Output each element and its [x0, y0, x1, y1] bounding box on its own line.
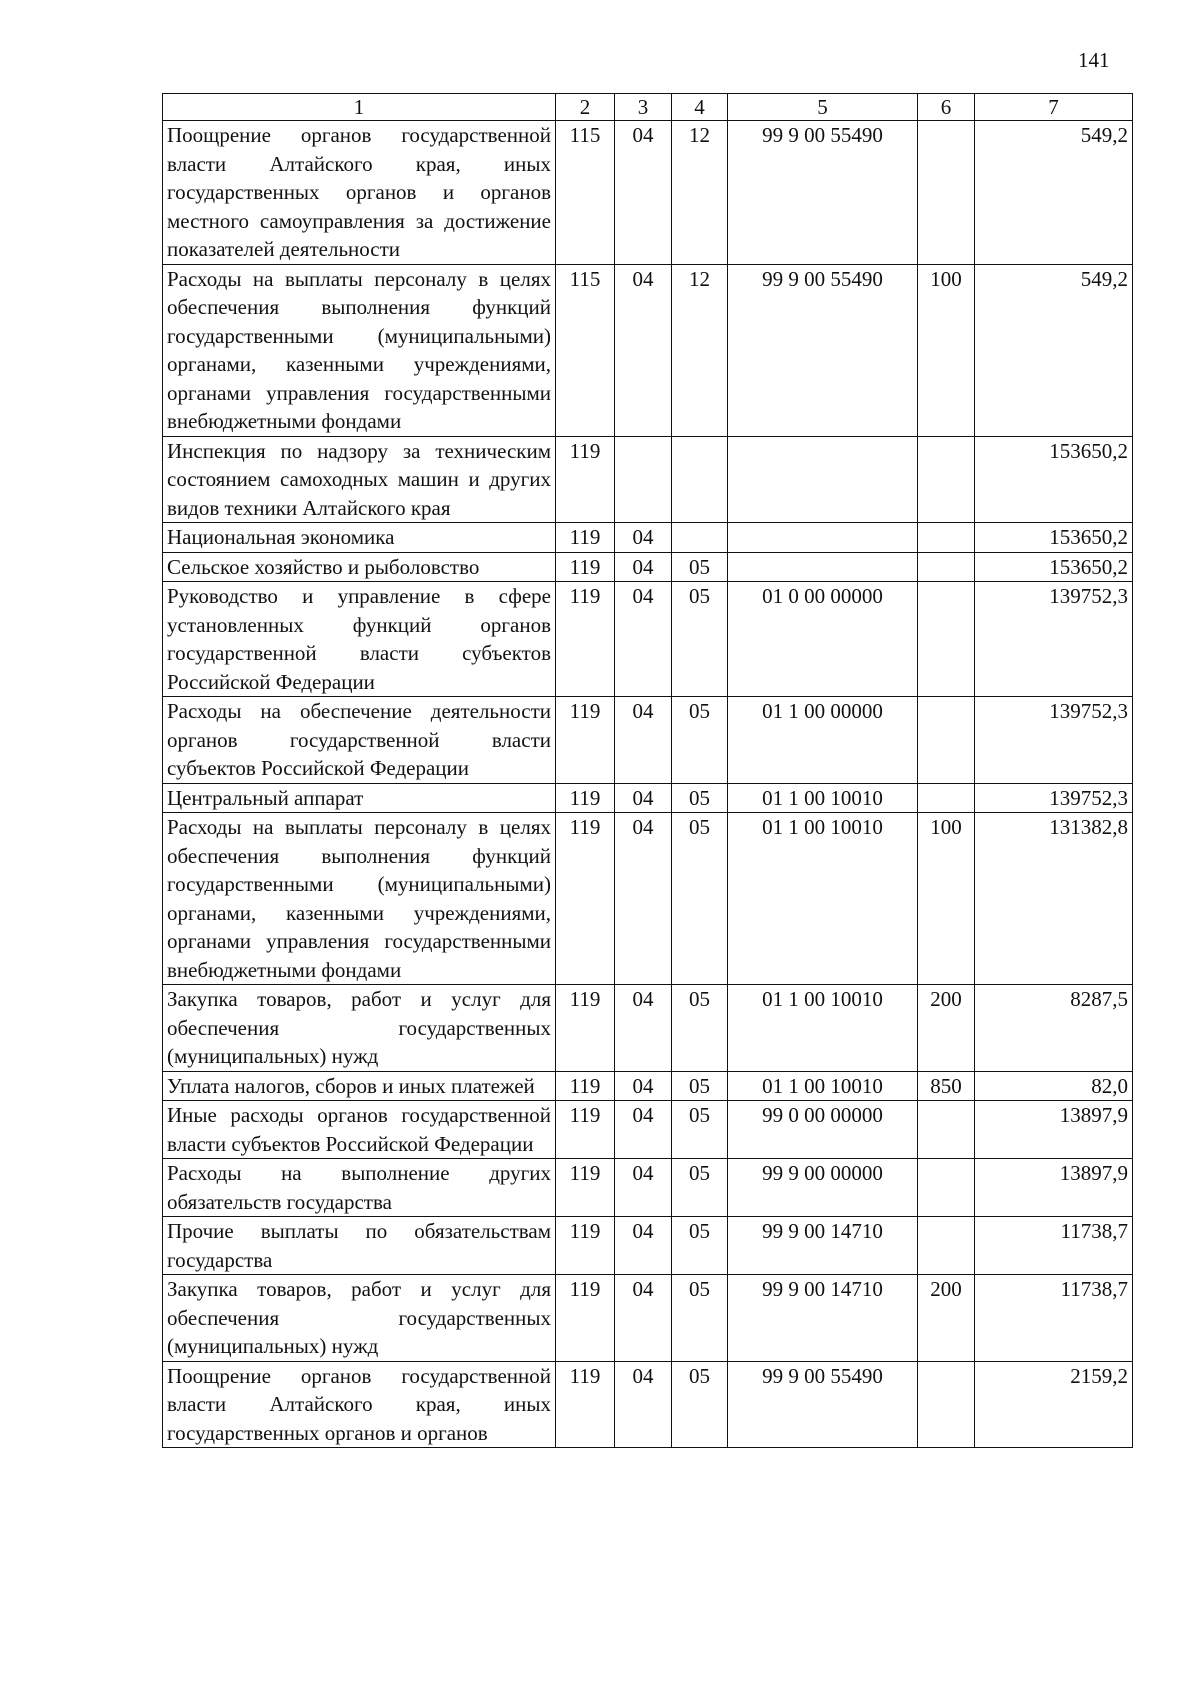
cell-name: Инспекция по надзору за техническим состоянием самоходных машин и других видов техники Алтайского края	[163, 436, 556, 523]
cell-subsection: 05	[672, 1361, 728, 1448]
cell-admin-code: 119	[556, 1101, 615, 1159]
cell-amount: 82,0	[975, 1071, 1133, 1101]
cell-target-article	[728, 552, 918, 582]
page-number: 141	[1078, 48, 1110, 72]
cell-target-article: 99 0 00 00000	[728, 1101, 918, 1159]
cell-subsection: 05	[672, 1159, 728, 1217]
cell-target-article: 01 1 00 10010	[728, 783, 918, 813]
cell-name: Расходы на обеспечение деятельности органов государственной власти субъектов Российской Федерации	[163, 697, 556, 784]
cell-target-article: 99 9 00 00000	[728, 1159, 918, 1217]
cell-expense-type	[918, 783, 975, 813]
cell-amount: 153650,2	[975, 436, 1133, 523]
cell-subsection: 05	[672, 1071, 728, 1101]
cell-section: 04	[615, 523, 672, 553]
cell-admin-code: 119	[556, 985, 615, 1072]
cell-admin-code: 119	[556, 783, 615, 813]
cell-subsection: 05	[672, 697, 728, 784]
cell-admin-code: 115	[556, 264, 615, 436]
table-row	[163, 1071, 1133, 1101]
table-row	[163, 1275, 1133, 1362]
cell-section	[615, 436, 672, 523]
cell-section: 04	[615, 1361, 672, 1448]
cell-target-article: 99 9 00 55490	[728, 1361, 918, 1448]
header-cell: 4	[672, 94, 728, 121]
cell-expense-type: 200	[918, 1275, 975, 1362]
header-cell: 6	[918, 94, 975, 121]
cell-target-article: 99 9 00 55490	[728, 121, 918, 265]
cell-name: Прочие выплаты по обязательствам государства	[163, 1217, 556, 1275]
cell-amount: 549,2	[975, 264, 1133, 436]
cell-section: 04	[615, 1217, 672, 1275]
cell-admin-code: 119	[556, 1217, 615, 1275]
cell-target-article	[728, 436, 918, 523]
cell-amount: 549,2	[975, 121, 1133, 265]
table-row	[163, 813, 1133, 985]
cell-section: 04	[615, 582, 672, 697]
table-row	[163, 552, 1133, 582]
cell-amount: 139752,3	[975, 783, 1133, 813]
cell-name: Поощрение органов государственной власти Алтайского края, иных государственных органов и органов	[163, 1361, 556, 1448]
cell-target-article: 01 0 00 00000	[728, 582, 918, 697]
cell-subsection: 12	[672, 264, 728, 436]
cell-section: 04	[615, 1071, 672, 1101]
cell-section: 04	[615, 783, 672, 813]
cell-target-article	[728, 523, 918, 553]
cell-admin-code: 119	[556, 813, 615, 985]
header-cell: 2	[556, 94, 615, 121]
cell-admin-code: 119	[556, 1159, 615, 1217]
cell-amount: 2159,2	[975, 1361, 1133, 1448]
cell-amount: 11738,7	[975, 1275, 1133, 1362]
cell-name: Руководство и управление в сфере установленных функций органов государственной власти субъектов Российской Федерации	[163, 582, 556, 697]
header-cell: 3	[615, 94, 672, 121]
cell-name: Поощрение органов государственной власти Алтайского края, иных государственных органов и органов местного самоуправления за достижение показателей деятельности	[163, 121, 556, 265]
cell-admin-code: 119	[556, 436, 615, 523]
cell-name: Иные расходы органов государственной власти субъектов Российской Федерации	[163, 1101, 556, 1159]
budget-table	[162, 93, 1133, 1448]
cell-expense-type: 100	[918, 264, 975, 436]
cell-name: Закупка товаров, работ и услуг для обеспечения государственных (муниципальных) нужд	[163, 985, 556, 1072]
table-header-row	[163, 94, 1133, 121]
cell-admin-code: 119	[556, 523, 615, 553]
cell-target-article: 01 1 00 10010	[728, 1071, 918, 1101]
cell-amount: 139752,3	[975, 582, 1133, 697]
cell-name: Центральный аппарат	[163, 783, 556, 813]
cell-amount: 11738,7	[975, 1217, 1133, 1275]
cell-target-article: 01 1 00 00000	[728, 697, 918, 784]
cell-subsection: 05	[672, 582, 728, 697]
cell-expense-type	[918, 1361, 975, 1448]
cell-name: Уплата налогов, сборов и иных платежей	[163, 1071, 556, 1101]
table-row	[163, 1101, 1133, 1159]
cell-target-article: 01 1 00 10010	[728, 813, 918, 985]
cell-section: 04	[615, 1275, 672, 1362]
table-row	[163, 985, 1133, 1072]
cell-target-article: 99 9 00 14710	[728, 1275, 918, 1362]
cell-expense-type	[918, 121, 975, 265]
cell-expense-type: 850	[918, 1071, 975, 1101]
cell-expense-type: 200	[918, 985, 975, 1072]
cell-admin-code: 119	[556, 582, 615, 697]
cell-target-article: 99 9 00 14710	[728, 1217, 918, 1275]
cell-admin-code: 115	[556, 121, 615, 265]
cell-section: 04	[615, 1101, 672, 1159]
table-row	[163, 121, 1133, 265]
cell-name: Расходы на выплаты персоналу в целях обеспечения выполнения функций государственными (муниципальными) органами, казенными учреждениями, органами управления государственными внебюджетными фондами	[163, 813, 556, 985]
header-cell: 7	[975, 94, 1133, 121]
cell-amount: 131382,8	[975, 813, 1133, 985]
cell-admin-code: 119	[556, 1071, 615, 1101]
table-row	[163, 523, 1133, 553]
cell-expense-type	[918, 697, 975, 784]
cell-amount: 153650,2	[975, 552, 1133, 582]
cell-admin-code: 119	[556, 1361, 615, 1448]
cell-expense-type	[918, 1159, 975, 1217]
cell-section: 04	[615, 121, 672, 265]
cell-expense-type	[918, 436, 975, 523]
table-body	[163, 121, 1133, 1448]
cell-expense-type	[918, 523, 975, 553]
cell-subsection: 05	[672, 1275, 728, 1362]
table-row	[163, 1159, 1133, 1217]
cell-subsection: 12	[672, 121, 728, 265]
cell-subsection	[672, 436, 728, 523]
cell-section: 04	[615, 264, 672, 436]
cell-name: Сельское хозяйство и рыболовство	[163, 552, 556, 582]
table-row	[163, 436, 1133, 523]
cell-amount: 8287,5	[975, 985, 1133, 1072]
cell-section: 04	[615, 1159, 672, 1217]
cell-name: Расходы на выполнение других обязательств государства	[163, 1159, 556, 1217]
table-row	[163, 783, 1133, 813]
cell-expense-type: 100	[918, 813, 975, 985]
cell-expense-type	[918, 1217, 975, 1275]
table-row	[163, 264, 1133, 436]
cell-amount: 13897,9	[975, 1101, 1133, 1159]
cell-subsection: 05	[672, 813, 728, 985]
cell-amount: 153650,2	[975, 523, 1133, 553]
header-cell: 1	[163, 94, 556, 121]
table-row	[163, 697, 1133, 784]
cell-subsection: 05	[672, 1217, 728, 1275]
cell-expense-type	[918, 1101, 975, 1159]
cell-admin-code: 119	[556, 1275, 615, 1362]
cell-section: 04	[615, 813, 672, 985]
cell-amount: 139752,3	[975, 697, 1133, 784]
cell-section: 04	[615, 552, 672, 582]
cell-subsection: 05	[672, 985, 728, 1072]
table-row	[163, 582, 1133, 697]
cell-section: 04	[615, 985, 672, 1072]
table-row	[163, 1361, 1133, 1448]
cell-subsection	[672, 523, 728, 553]
cell-target-article: 99 9 00 55490	[728, 264, 918, 436]
cell-name: Национальная экономика	[163, 523, 556, 553]
cell-subsection: 05	[672, 1101, 728, 1159]
cell-name: Закупка товаров, работ и услуг для обеспечения государственных (муниципальных) нужд	[163, 1275, 556, 1362]
cell-section: 04	[615, 697, 672, 784]
cell-expense-type	[918, 552, 975, 582]
cell-admin-code: 119	[556, 697, 615, 784]
table-row	[163, 1217, 1133, 1275]
cell-admin-code: 119	[556, 552, 615, 582]
header-cell: 5	[728, 94, 918, 121]
cell-amount: 13897,9	[975, 1159, 1133, 1217]
cell-target-article: 01 1 00 10010	[728, 985, 918, 1072]
cell-expense-type	[918, 582, 975, 697]
cell-subsection: 05	[672, 783, 728, 813]
cell-name: Расходы на выплаты персоналу в целях обеспечения выполнения функций государственными (муниципальными) органами, казенными учреждениями, органами управления государственными внебюджетными фондами	[163, 264, 556, 436]
cell-subsection: 05	[672, 552, 728, 582]
